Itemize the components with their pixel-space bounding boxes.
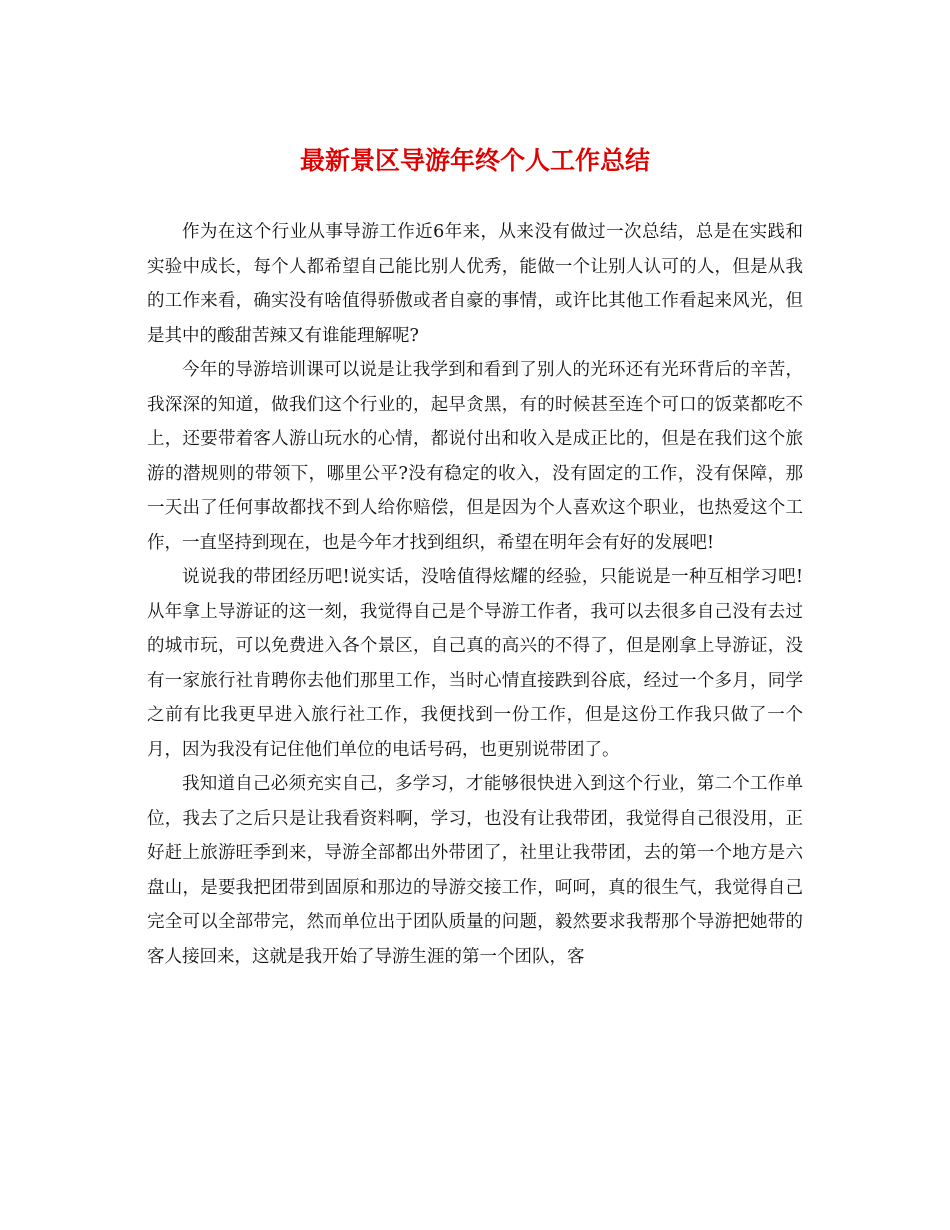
document-title: 最新景区导游年终个人工作总结 xyxy=(299,146,650,175)
paragraph: 作为在这个行业从事导游工作近6年来，从来没有做过一次总结，总是在实践和实验中成长，每个人都希望自己能比别人优秀，能做一个让别人认可的人，但是从我的工作来看，确实没有啥值得骄傲或者自豪的事情，或许比其他工作看起来风光，但是其中的酸甜苦辣又有谁能理解呢? xyxy=(147,222,803,346)
paragraph: 我知道自己必须充实自己，多学习，才能够很快进入到这个行业，第二个工作单位，我去了之后只是让我看资料啊，学习，也没有让我带团，我觉得自己很没用，正好赶上旅游旺季到来，导游全部都出外带团了，社里让我带团，去的第一个地方是六盘山，是要我把团带到固原和那边的导游交接工作，呵呵，真的很生气，我觉得自己完全可以全部带完，然而单位出于团队质量的问题，毅然要求我帮那个导游把她带的客人接回来，这就是我开始了导游生涯的第一个团队，客 xyxy=(147,774,803,967)
paragraph: 今年的导游培训课可以说是让我学到和看到了别人的光环还有光环背后的辛苦，我深深的知道，做我们这个行业的，起早贪黑，有的时候甚至连个可口的饭菜都吃不上，还要带着客人游山玩水的心情，都说付出和收入是成正比的，但是在我们这个旅游的潜规则的带领下，哪里公平?没有稳定的收入，没有固定的工作，没有保障，那一天出了任何事故都找不到人给你赔偿，但是因为个人喜欢这个职业，也热爱这个工作，一直坚持到现在，也是今年才找到组织，希望在明年会有好的发展吧! xyxy=(147,360,803,553)
document-body xyxy=(147,215,803,974)
paragraph: 说说我的带团经历吧!说实话，没啥值得炫耀的经验，只能说是一种互相学习吧!从年拿上导游证的这一刻，我觉得自己是个导游工作者，我可以去很多自己没有去过的城市玩，可以免费进入各个景区，自己真的高兴的不得了，但是刚拿上导游证，没有一家旅行社肯聘你去他们那里工作，当时心情直接跌到谷底，经过一个多月，同学之前有比我更早进入旅行社工作，我便找到一份工作，但是这份工作我只做了一个月，因为我没有记住他们单位的电话号码，也更别说带团了。 xyxy=(147,567,803,760)
